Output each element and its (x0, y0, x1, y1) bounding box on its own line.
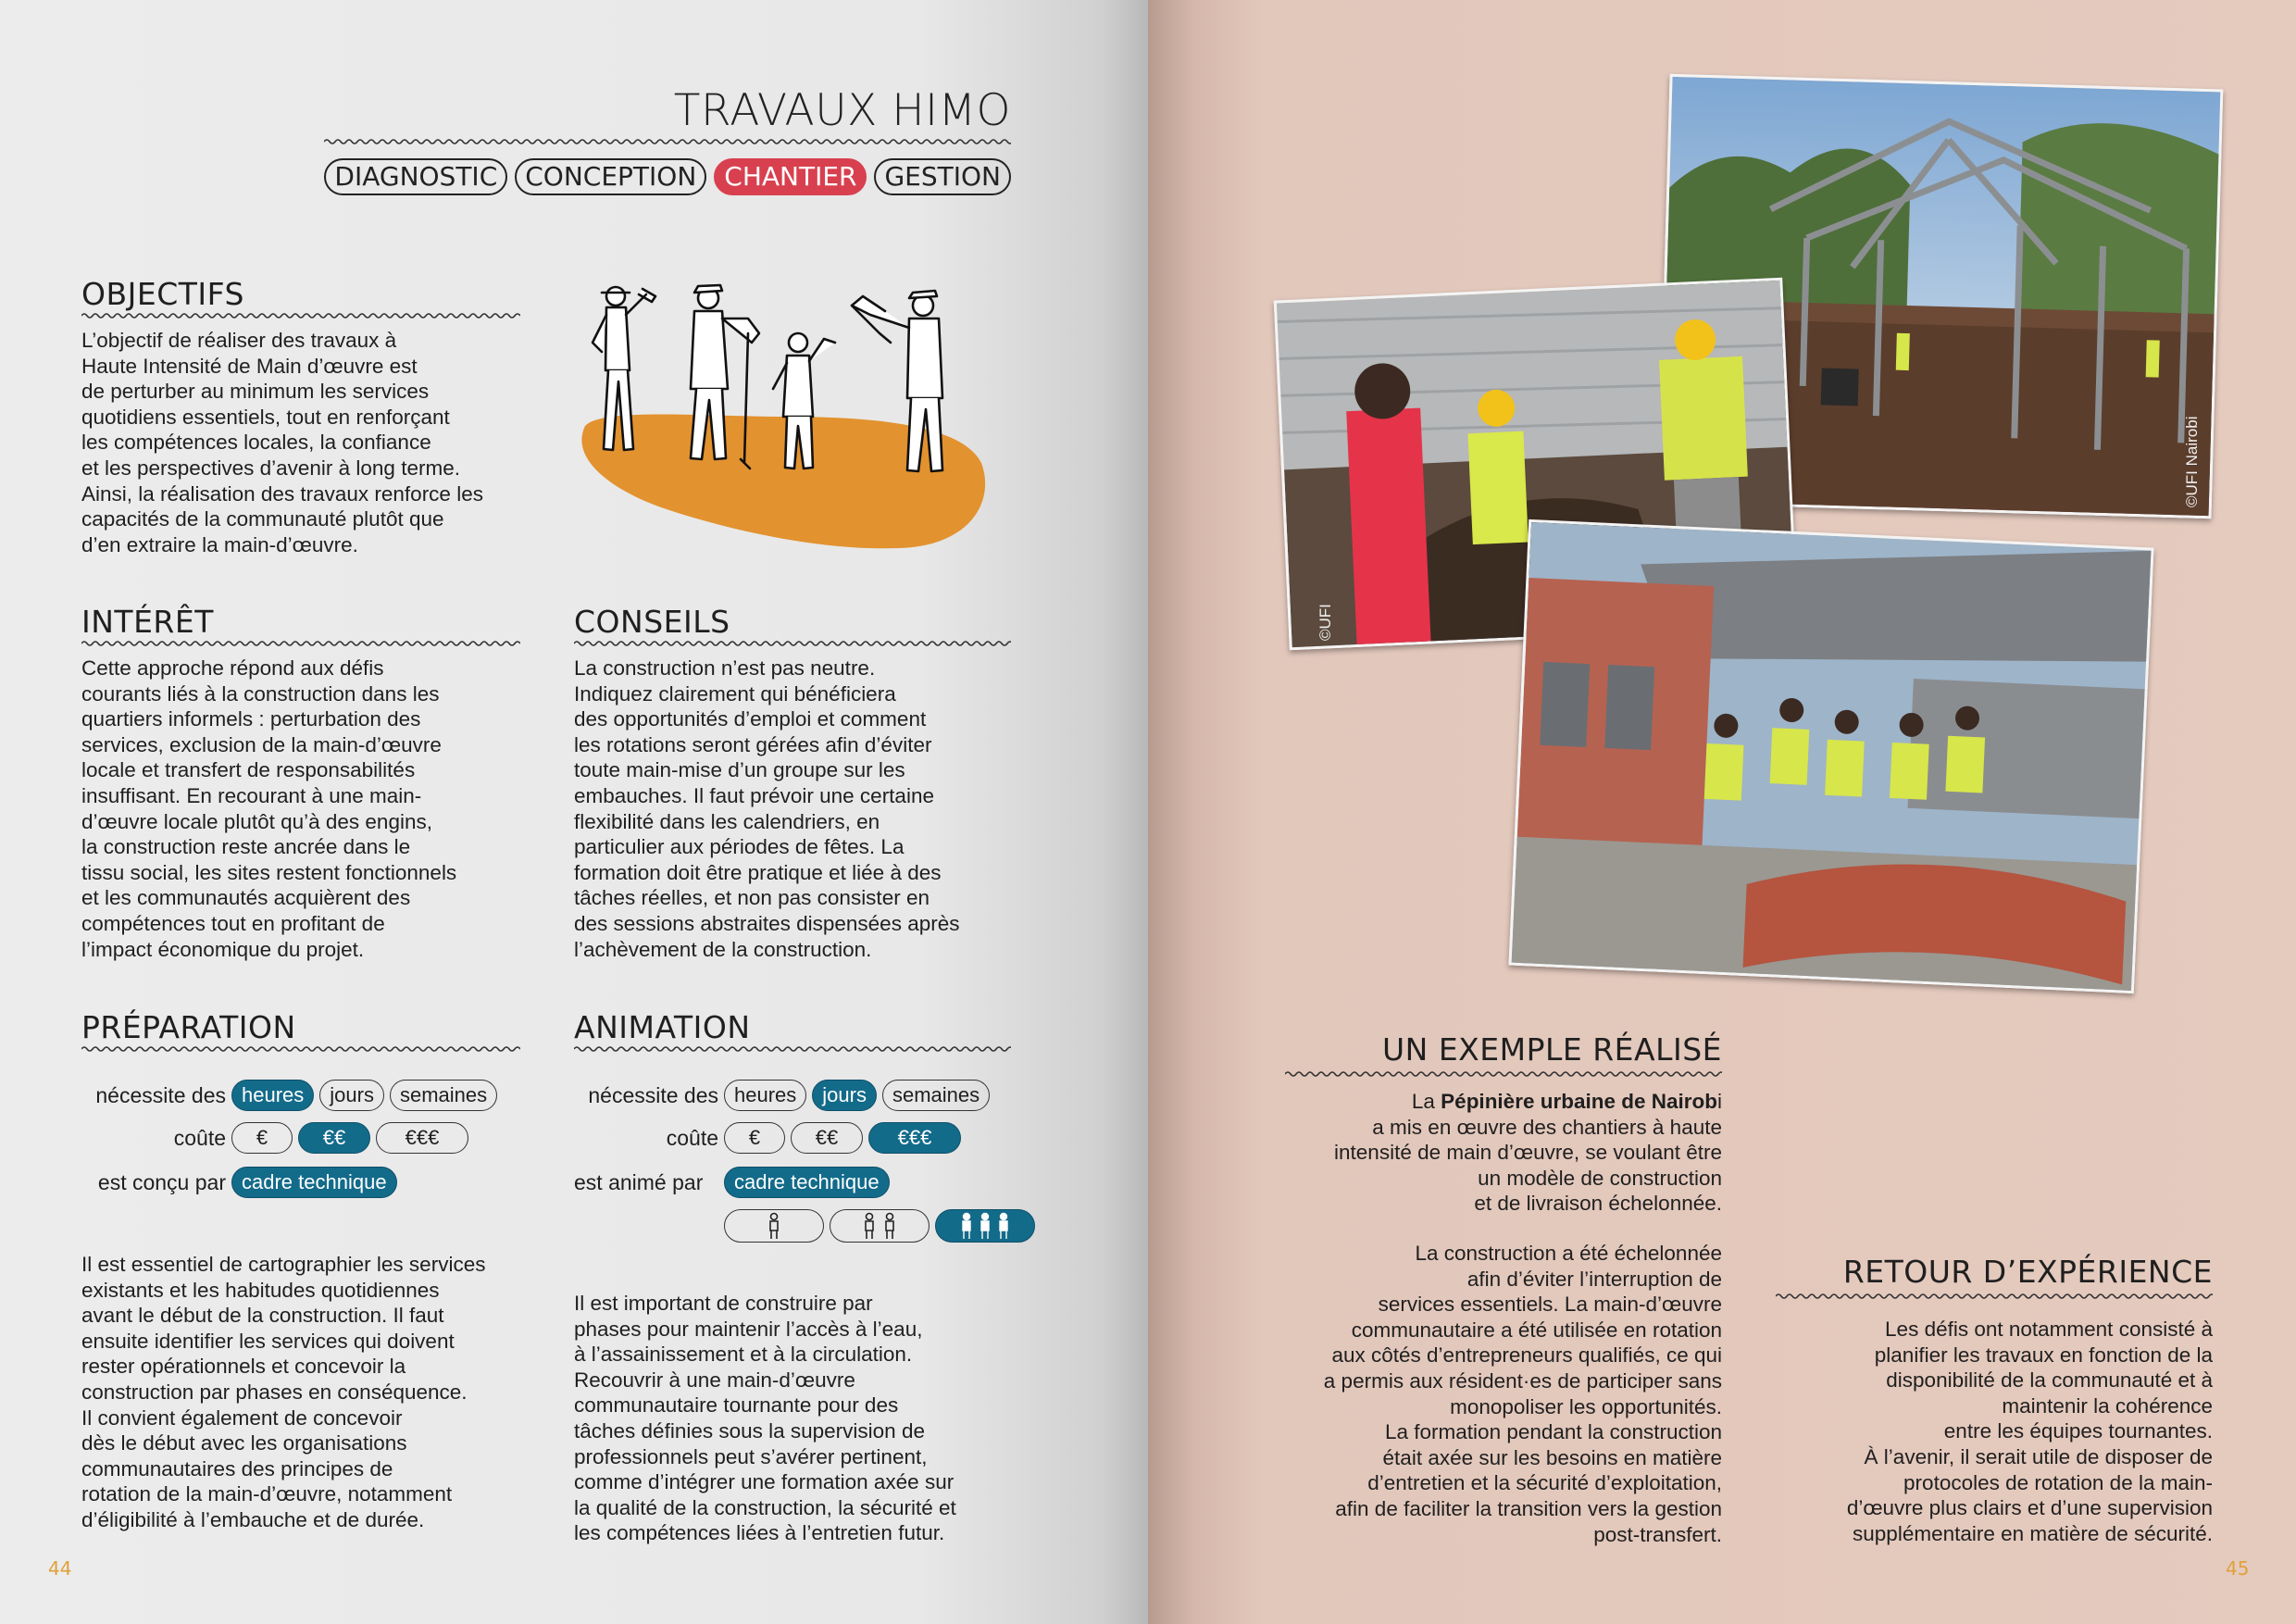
chip-heures[interactable]: heures (724, 1080, 806, 1111)
text-line: un modèle de construction (1478, 1166, 1722, 1190)
chip-heures[interactable]: heures (231, 1080, 314, 1111)
chip-people-2[interactable] (830, 1209, 930, 1243)
animation-needs-row (574, 1080, 990, 1111)
text-line: comme d’intégrer une formation axée sur (574, 1470, 955, 1494)
text-line: À l’avenir, il serait utile de disposer de (1864, 1444, 2213, 1468)
text-line: et de livraison échelonnée. (1474, 1192, 1722, 1216)
chip-jours[interactable]: jours (812, 1080, 877, 1111)
text-line: services essentiels. La main-d’œuvre (1378, 1293, 1722, 1317)
text-line: maintenir la cohérence (2002, 1393, 2213, 1418)
text-line: des sessions abstraites dispensées après (574, 911, 960, 935)
text-line: ensuite identifier les services qui doivent (81, 1329, 455, 1353)
chip-cost-2[interactable]: €€ (298, 1122, 370, 1154)
animation-cost-row (574, 1122, 961, 1154)
text-line: l’achèvement de la construction. (574, 937, 872, 961)
chip-people-1[interactable] (724, 1209, 824, 1243)
interet-wave-divider (81, 639, 520, 648)
preparation-text (81, 1252, 544, 1533)
chip-cost-2[interactable]: €€ (791, 1122, 863, 1154)
text-line: les compétences locales, la confiance (81, 431, 431, 455)
text-line: rester opérationnels et concevoir la (81, 1355, 406, 1379)
chip-cadre-technique[interactable]: cadre technique (724, 1167, 890, 1198)
text-line: Les défis ont notamment consisté à (1885, 1318, 2213, 1341)
text-line: Il est essentiel de cartographier les services (81, 1253, 486, 1276)
text-line: rotation de la main-d’œuvre, notamment (81, 1482, 453, 1506)
text-line: a mis en œuvre des chantiers à haute (1372, 1115, 1722, 1139)
text-line: quotidiens essentiels, tout en renforçant (81, 405, 450, 429)
needs-label: nécessite des (95, 1082, 226, 1107)
animation-people-row (724, 1209, 1035, 1243)
text-line: embauches. Il faut prévoir une certaine (574, 783, 934, 807)
chip-people-3[interactable] (935, 1209, 1035, 1243)
text-line: les rotations seront gérées afin d’éviter (574, 732, 932, 756)
conseils-heading: CONSEILS (574, 604, 730, 640)
text-line: intensité de main d’œuvre, se voulant être (1334, 1141, 1722, 1165)
title-wave-divider (324, 137, 1011, 146)
text-line: construction par phases en conséquence. (81, 1380, 468, 1404)
text-line: Il est important de construire par (574, 1292, 873, 1315)
text-line: à l’assainissement et à la circulation. (574, 1343, 913, 1367)
by-label: est animé par (574, 1169, 704, 1194)
page-number-left: 44 (48, 1557, 72, 1580)
text-line: particulier aux périodes de fêtes. La (574, 835, 905, 859)
objectifs-text (81, 328, 535, 557)
text-line: insuffisant. En recourant à une main- (81, 783, 422, 807)
text-line: L’objectif de réaliser des travaux à (81, 329, 397, 352)
intro-prefix: La (1411, 1090, 1441, 1113)
text-line: afin d’éviter l’interruption de (1466, 1267, 1722, 1291)
exemple-heading: UN EXEMPLE RÉALISÉ (1381, 1031, 1722, 1068)
text-line: professionnels peut s’avérer pertinent, (574, 1444, 928, 1468)
interet-text (81, 656, 535, 962)
intro-suffix: i (1717, 1090, 1722, 1113)
chip-semaines[interactable]: semaines (882, 1080, 990, 1111)
text-line: la qualité de la construction, la sécurité et (574, 1495, 956, 1519)
conseils-text (574, 656, 1018, 962)
chip-semaines[interactable]: semaines (390, 1080, 497, 1111)
three-people-icon (957, 1212, 1013, 1240)
retour-heading: RETOUR D’EXPÉRIENCE (1842, 1254, 2213, 1290)
text-line: existants et les habitudes quotidiennes (81, 1278, 440, 1302)
chip-cost-1[interactable]: € (231, 1122, 293, 1154)
text-line: communautaire a été utilisée en rotation (1351, 1318, 1722, 1342)
text-line: Ainsi, la réalisation des travaux renforce les (81, 481, 483, 506)
text-line: La construction n’est pas neutre. (574, 656, 876, 680)
text-line: d’éligibilité à l’embauche et de durée. (81, 1507, 425, 1531)
page-title: TRAVAUX HIMO (673, 85, 1011, 136)
text-line: a permis aux résident·es de participer sans (1323, 1368, 1722, 1393)
phase-pill-gestion[interactable]: GESTION (874, 158, 1011, 195)
text-line: flexibilité dans les calendriers, en (574, 809, 880, 833)
text-line: post-transfert. (1593, 1522, 1722, 1546)
exemple-intro (1278, 1089, 1722, 1217)
photo-team-brickwork (1508, 519, 2153, 993)
workers-illustration (574, 278, 1000, 556)
text-line: monopoliser les opportunités. (1450, 1394, 1722, 1418)
text-line: tâches réelles, et non pas consister en (574, 886, 930, 910)
text-line: compétences tout en profitant de (81, 911, 385, 935)
animation-wave-divider (574, 1044, 1011, 1054)
text-line: était axée sur les besoins en matière (1382, 1445, 1722, 1469)
cost-label: coûte (173, 1125, 226, 1150)
text-line: La construction a été échelonnée (1415, 1242, 1722, 1265)
text-line: Indiquez clairement qui bénéficiera (574, 681, 896, 706)
team-brickwork-image (1511, 522, 2153, 993)
text-line: toute main-mise d’un groupe sur les (574, 758, 905, 782)
text-line: quartiers informels : perturbation des (81, 707, 421, 731)
text-line: Haute Intensité de Main d’œuvre est (81, 354, 418, 378)
text-line: de perturber au minimum les services (81, 380, 430, 404)
page-number-right: 45 (2226, 1557, 2250, 1580)
chip-cadre-technique[interactable]: cadre technique (231, 1167, 397, 1198)
cost-label: coûte (666, 1125, 718, 1150)
two-people-icon (859, 1212, 900, 1240)
animation-by-row (574, 1167, 890, 1198)
text-line: d’entretien et la sécurité d’exploitation, (1367, 1471, 1722, 1495)
organisation-name: Pépinière urbaine de Nairob (1441, 1090, 1717, 1113)
text-line: services, exclusion de la main-d’œuvre (81, 732, 442, 756)
text-line: phases pour maintenir l’accès à l’eau, (574, 1317, 923, 1341)
text-line: planifier les travaux en fonction de la (1874, 1343, 2213, 1367)
text-line: tissu social, les sites restent fonctionnels (81, 860, 457, 884)
text-line: la construction reste ancrée dans le (81, 835, 411, 859)
retour-text (1768, 1317, 2213, 1546)
conseils-wave-divider (574, 639, 1011, 648)
text-line: entre les équipes tournantes. (1943, 1419, 2213, 1443)
text-line: d’en extraire la main-d’œuvre. (81, 532, 358, 556)
photo-credit-1: ©UFI (1316, 604, 1334, 641)
text-line: des opportunités d’emploi et comment (574, 707, 927, 731)
text-line: dès le début avec les organisations (81, 1431, 407, 1455)
text-line: les compétences liées à l’entretien futur. (574, 1521, 945, 1545)
text-line: disponibilité de la communauté et à (1886, 1368, 2213, 1393)
text-line: locale et transfert de responsabilités (81, 758, 416, 782)
chip-cost-3[interactable]: €€€ (376, 1122, 468, 1154)
preparation-cost-row (81, 1122, 468, 1154)
phase-pill-diagnostic[interactable]: DIAGNOSTIC (324, 158, 507, 195)
text-line: l’impact économique du projet. (81, 937, 365, 961)
phase-pills (324, 158, 1011, 195)
text-line: d’œuvre plus clairs et d’une supervision (1846, 1496, 2213, 1520)
text-line: La formation pendant la construction (1385, 1420, 1722, 1444)
objectifs-wave-divider (81, 311, 520, 320)
animation-heading: ANIMATION (574, 1009, 751, 1045)
needs-label: nécessite des (588, 1082, 718, 1107)
text-line: Il convient également de concevoir (81, 1405, 403, 1430)
preparation-heading: PRÉPARATION (81, 1009, 296, 1045)
text-line: Recouvrir à une main-d’œuvre (574, 1368, 855, 1392)
interet-heading: INTÉRÊT (81, 604, 214, 640)
text-line: communautaires des principes de (81, 1456, 393, 1480)
text-line: communautaire tournante pour des (574, 1393, 899, 1418)
text-line: et les perspectives d’avenir à long terme. (81, 456, 460, 480)
text-line: afin de faciliter la transition vers la gestion (1335, 1496, 1722, 1520)
person-icon (763, 1212, 785, 1240)
text-line: capacités de la communauté plutôt que (81, 507, 444, 531)
text-line: aux côtés d’entrepreneurs qualifiés, ce qui (1331, 1343, 1722, 1368)
photo-credit-2: ©UFI Nairobi (2183, 416, 2201, 507)
phase-pill-conception[interactable]: CONCEPTION (515, 158, 706, 195)
objectifs-heading: OBJECTIFS (81, 276, 244, 312)
exemple-intro-first-line (1278, 1089, 1722, 1115)
text-line: supplémentaire en matière de sécurité. (1853, 1521, 2213, 1545)
chip-cost-1[interactable]: € (724, 1122, 785, 1154)
by-label: est conçu par (97, 1169, 226, 1194)
chip-jours[interactable]: jours (319, 1080, 384, 1111)
text-line: d’œuvre locale plutôt qu’à des engins, (81, 809, 432, 833)
preparation-needs-row (81, 1080, 497, 1111)
text-line: Cette approche répond aux défis (81, 656, 384, 680)
text-line: et les communautés acquièrent des (81, 886, 411, 910)
phase-pill-chantier[interactable]: CHANTIER (714, 158, 867, 195)
text-line: formation doit être pratique et liée à des (574, 860, 942, 884)
text-line: tâches définies sous la supervision de (574, 1418, 925, 1443)
animation-text (574, 1291, 1028, 1546)
preparation-wave-divider (81, 1044, 520, 1054)
exemple-wave-divider (1285, 1069, 1722, 1079)
preparation-by-row (80, 1167, 397, 1198)
text-line: avant le début de la construction. Il faut (81, 1304, 444, 1328)
exemple-text (1278, 1241, 1722, 1547)
retour-wave-divider (1776, 1292, 2213, 1301)
text-line: protocoles de rotation de la main- (1903, 1470, 2213, 1494)
text-line: courants liés à la construction dans les (81, 681, 440, 706)
chip-cost-3[interactable]: €€€ (868, 1122, 961, 1154)
